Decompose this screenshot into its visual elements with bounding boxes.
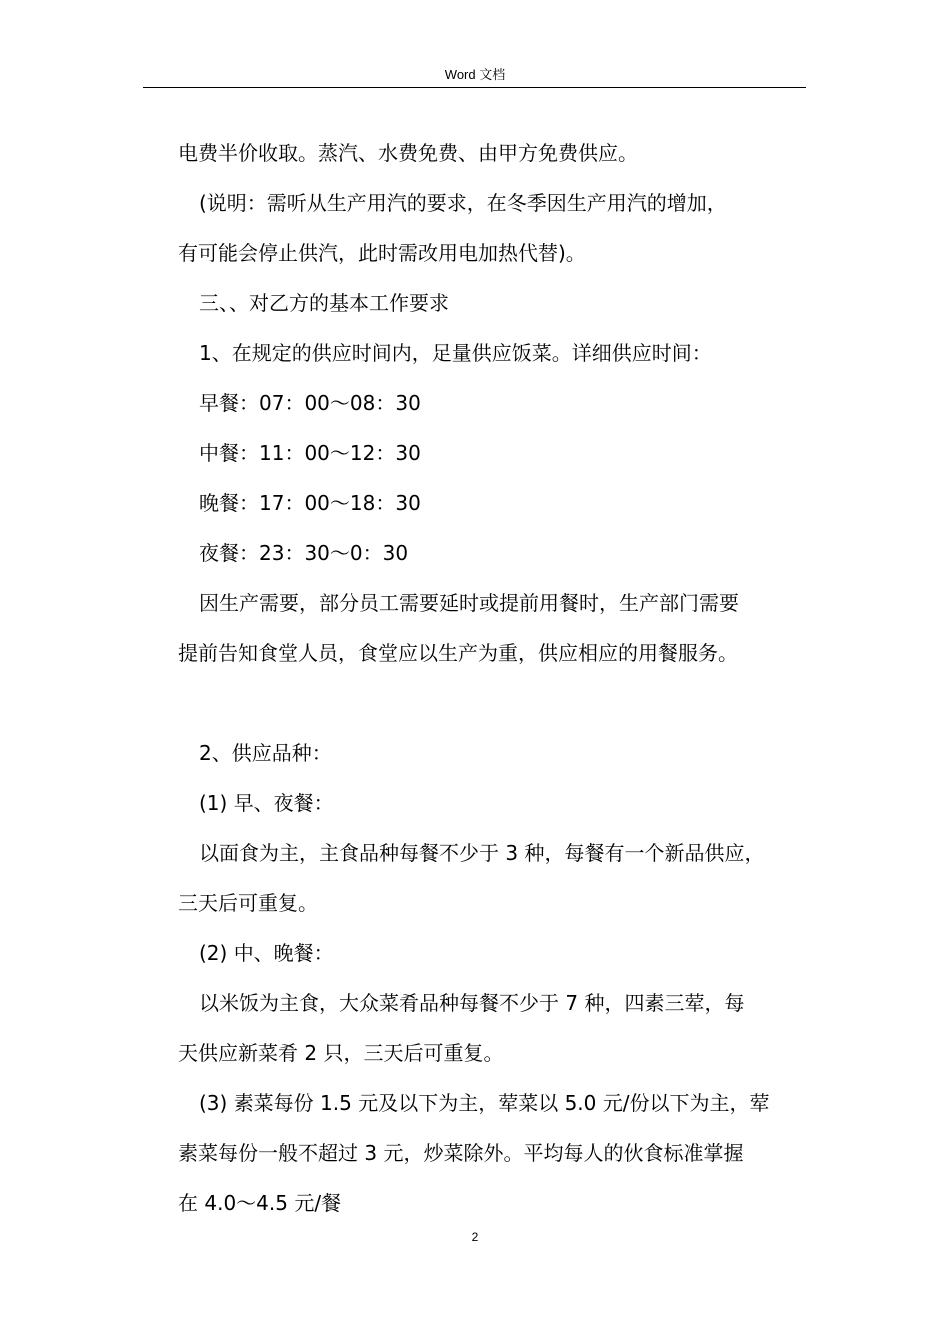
paragraph-line: 在 4.0～4.5 元/餐 bbox=[178, 1191, 342, 1215]
paragraph-line: (说明：需听从生产用汽的要求，在冬季因生产用汽的增加， bbox=[199, 191, 727, 215]
paragraph-line: 有可能会停止供汽，此时需改用电加热代替)。 bbox=[178, 241, 586, 265]
meal-time-dinner: 晚餐：17：00～18：30 bbox=[199, 491, 421, 515]
subsection-heading: 2、供应品种： bbox=[199, 741, 332, 765]
blank-line bbox=[178, 678, 818, 728]
paragraph-line: 三天后可重复。 bbox=[178, 891, 318, 915]
section-heading: 三、、对乙方的基本工作要求 bbox=[199, 291, 449, 315]
paragraph-line: 提前告知食堂人员，食堂应以生产为重，供应相应的用餐服务。 bbox=[178, 641, 738, 665]
paragraph-line: 因生产需要，部分员工需要延时或提前用餐时，生产部门需要 bbox=[199, 591, 739, 615]
page-header: Word 文档 bbox=[444, 67, 506, 82]
paragraph-line: 以米饭为主食，大众菜肴品种每餐不少于 7 种，四素三荤，每 bbox=[199, 991, 745, 1015]
page-number: 2 bbox=[471, 1230, 479, 1244]
paragraph-line: 以面食为主，主食品种每餐不少于 3 种，每餐有一个新品供应， bbox=[199, 841, 765, 865]
paragraph-line: 1、在规定的供应时间内，足量供应饭菜。详细供应时间： bbox=[199, 341, 712, 365]
list-item-label: (1) 早、夜餐： bbox=[199, 791, 334, 815]
paragraph-line: 素菜每份一般不超过 3 元，炒菜除外。平均每人的伙食标准掌握 bbox=[178, 1141, 744, 1165]
paragraph-line: 电费半价收取。蒸汽、水费免费、由甲方免费供应。 bbox=[178, 141, 638, 165]
document-body bbox=[178, 128, 818, 1228]
meal-time-breakfast: 早餐：07：00～08：30 bbox=[199, 391, 421, 415]
paragraph-line: 天供应新菜肴 2 只，三天后可重复。 bbox=[178, 1041, 504, 1065]
meal-time-lunch: 中餐：11：00～12：30 bbox=[199, 441, 421, 465]
list-item-label: (2) 中、晚餐： bbox=[199, 941, 334, 965]
paragraph-line: (3) 素菜每份 1.5 元及以下为主，荤菜以 5.0 元/份以下为主，荤 bbox=[199, 1091, 770, 1115]
header-divider bbox=[143, 87, 806, 88]
meal-time-night: 夜餐：23：30～0：30 bbox=[199, 541, 409, 565]
